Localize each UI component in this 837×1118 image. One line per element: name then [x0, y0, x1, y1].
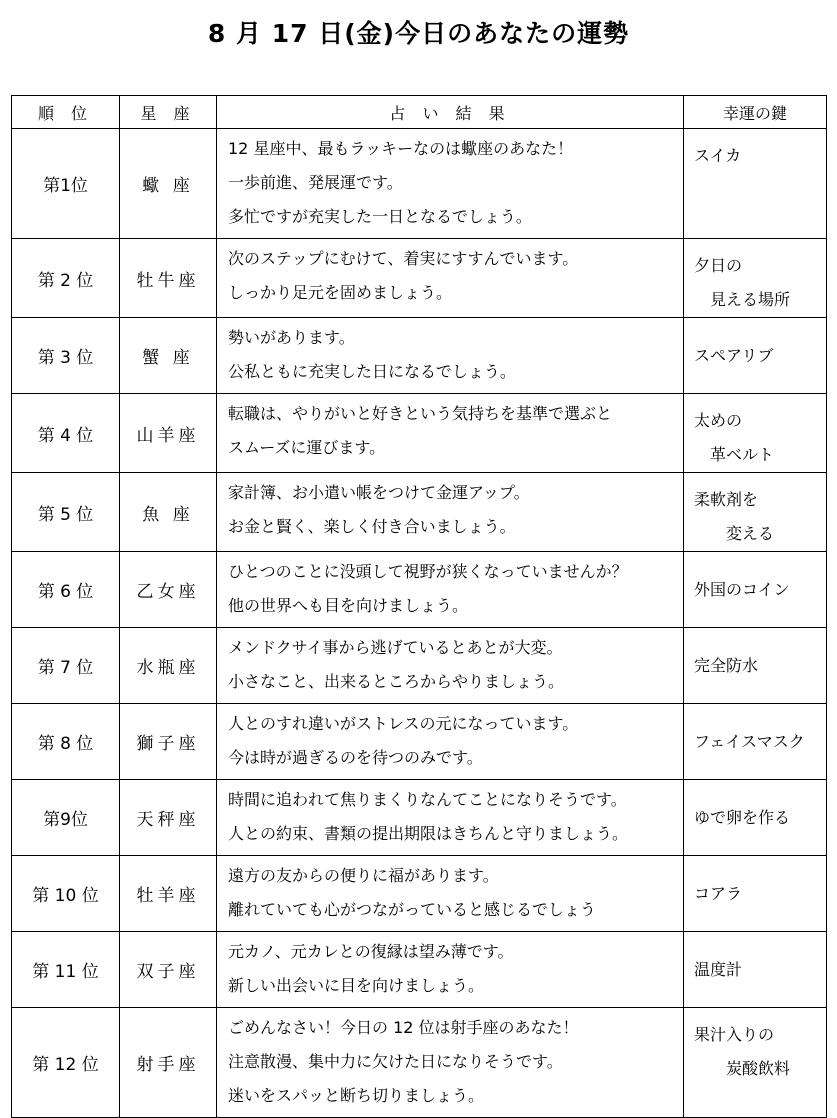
horoscope-table — [11, 95, 827, 1118]
result-line: 新しい出会いに目を向けましょう。 — [228, 976, 485, 995]
rank-cell: 第 2 位 — [12, 239, 120, 318]
table-body — [12, 129, 827, 1118]
table-row — [12, 129, 827, 239]
sign-cell: 牡牛座 — [120, 239, 217, 318]
sign-cell: 魚 座 — [120, 473, 217, 552]
lucky-key-cell — [684, 473, 827, 552]
result-cell — [217, 129, 684, 239]
rank-cell: 第 4 位 — [12, 394, 120, 473]
lucky-key-line: 夕日の — [694, 256, 743, 275]
lucky-key-line: 炭酸飲料 — [694, 1059, 791, 1078]
result-line: 人とのすれ違いがストレスの元になっています。 — [228, 714, 579, 733]
lucky-key-cell — [684, 932, 827, 1008]
sign-cell: 射手座 — [120, 1008, 217, 1118]
result-cell — [217, 780, 684, 856]
lucky-key-cell — [684, 704, 827, 780]
rank-cell: 第9位 — [12, 780, 120, 856]
lucky-key-line: 完全防水 — [694, 655, 759, 675]
rank-cell: 第1位 — [12, 129, 120, 239]
rank-cell: 第 11 位 — [12, 932, 120, 1008]
result-line: 迷いをスパッと断ち切りましょう。 — [228, 1086, 485, 1105]
header-result: 占 い 結 果 — [217, 96, 684, 129]
rank-cell: 第 5 位 — [12, 473, 120, 552]
lucky-key-cell — [684, 552, 827, 628]
table-row — [12, 394, 827, 473]
table-row — [12, 1008, 827, 1118]
result-line: 離れていても心がつながっていると感じるでしょう — [228, 900, 596, 919]
header-key: 幸運の鍵 — [684, 96, 827, 129]
lucky-key-cell — [684, 780, 827, 856]
table-row — [12, 856, 827, 932]
lucky-key-cell — [684, 394, 827, 473]
lucky-key-line: 変える — [694, 524, 775, 543]
rank-cell: 第 6 位 — [12, 552, 120, 628]
result-line: 元カノ、元カレとの復縁は望み薄です。 — [228, 942, 514, 961]
header-rank: 順 位 — [12, 96, 120, 129]
lucky-key-line: コアラ — [694, 883, 743, 903]
result-line: 今は時が過ぎるのを待つのみです。 — [228, 748, 483, 767]
result-line: 多忙ですが充実した一日となるでしょう。 — [228, 207, 532, 226]
result-line: 次のステップにむけて、着実にすすんでいます。 — [228, 249, 579, 268]
result-line: スムーズに運びます。 — [228, 438, 386, 457]
table-row — [12, 239, 827, 318]
sign-cell: 獅子座 — [120, 704, 217, 780]
result-cell — [217, 704, 684, 780]
result-cell — [217, 318, 684, 394]
result-line: ごめんなさい！今日の 12 位は射手座のあなた！ — [228, 1018, 579, 1037]
table-row — [12, 932, 827, 1008]
table-row — [12, 704, 827, 780]
page-title: 8 月 17 日(金)今日のあなたの運勢 — [207, 19, 630, 48]
rank-cell: 第 12 位 — [12, 1008, 120, 1118]
rank-cell: 第 10 位 — [12, 856, 120, 932]
sign-cell: 水瓶座 — [120, 628, 217, 704]
lucky-key-line: 革ベルト — [694, 445, 775, 464]
result-cell — [217, 552, 684, 628]
sign-cell: 蟹 座 — [120, 318, 217, 394]
table-row — [12, 473, 827, 552]
sign-cell: 天秤座 — [120, 780, 217, 856]
lucky-key-line: フェイスマスク — [694, 731, 805, 751]
rank-cell: 第 7 位 — [12, 628, 120, 704]
lucky-key-line: 外国のコイン — [694, 579, 790, 599]
result-line: 時間に追われて焦りまくりなんてことになりそうです。 — [228, 790, 627, 809]
header-sign: 星 座 — [120, 96, 217, 129]
sign-cell: 双子座 — [120, 932, 217, 1008]
lucky-key-line: スペアリブ — [694, 345, 774, 365]
sign-cell: 蠍 座 — [120, 129, 217, 239]
lucky-key-cell — [684, 129, 827, 239]
header-row — [12, 96, 827, 129]
lucky-key-line: 柔軟剤を — [694, 490, 759, 509]
result-line: メンドクサイ事から逃げているとあとが大変。 — [228, 638, 563, 657]
result-cell — [217, 932, 684, 1008]
result-cell — [217, 1008, 684, 1118]
sign-cell: 乙女座 — [120, 552, 217, 628]
lucky-key-line: ゆで卵を作る — [694, 807, 791, 827]
result-line: ひとつのことに没頭して視野が狭くなっていませんか？ — [228, 562, 628, 581]
result-cell — [217, 856, 684, 932]
table-row — [12, 628, 827, 704]
sign-cell: 牡羊座 — [120, 856, 217, 932]
lucky-key-line: 温度計 — [694, 959, 743, 979]
result-line: 公私ともに充実した日になるでしょう。 — [228, 362, 516, 381]
table-row — [12, 780, 827, 856]
result-line: しっかり足元を固めましょう。 — [228, 283, 453, 302]
result-cell — [217, 628, 684, 704]
lucky-key-cell — [684, 1008, 827, 1118]
lucky-key-cell — [684, 318, 827, 394]
result-cell — [217, 394, 684, 473]
lucky-key-line: 見える場所 — [694, 290, 791, 309]
result-cell — [217, 473, 684, 552]
result-line: 転職は、やりがいと好きという気持ちを基準で選ぶと — [228, 404, 613, 423]
lucky-key-line: 果汁入りの — [694, 1025, 775, 1044]
result-line: 勢いがあります。 — [228, 328, 355, 347]
lucky-key-line: スイカ — [694, 146, 742, 165]
lucky-key-cell — [684, 628, 827, 704]
result-line: 遠方の友からの便りに福があります。 — [228, 866, 499, 885]
result-line: 他の世界へも目を向けましょう。 — [228, 596, 469, 615]
result-line: 小さなこと、出来るところからやりましょう。 — [228, 672, 565, 691]
result-line: 注意散漫、集中力に欠けた日になりそうです。 — [228, 1052, 563, 1071]
result-line: 一歩前進、発展運です。 — [228, 173, 403, 192]
sign-cell: 山羊座 — [120, 394, 217, 473]
result-line: 家計簿、お小遣い帳をつけて金運アップ。 — [228, 483, 530, 502]
result-line: お金と賢く、楽しく付き合いましょう。 — [228, 517, 516, 536]
result-line: 12 星座中、最もラッキーなのは蠍座のあなた！ — [228, 139, 574, 158]
lucky-key-cell — [684, 856, 827, 932]
rank-cell: 第 3 位 — [12, 318, 120, 394]
table-row — [12, 318, 827, 394]
lucky-key-cell — [684, 239, 827, 318]
table-row — [12, 552, 827, 628]
result-line: 人との約束、書類の提出期限はきちんと守りましょう。 — [228, 824, 629, 843]
rank-cell: 第 8 位 — [12, 704, 120, 780]
lucky-key-line: 太めの — [694, 411, 743, 430]
result-cell — [217, 239, 684, 318]
